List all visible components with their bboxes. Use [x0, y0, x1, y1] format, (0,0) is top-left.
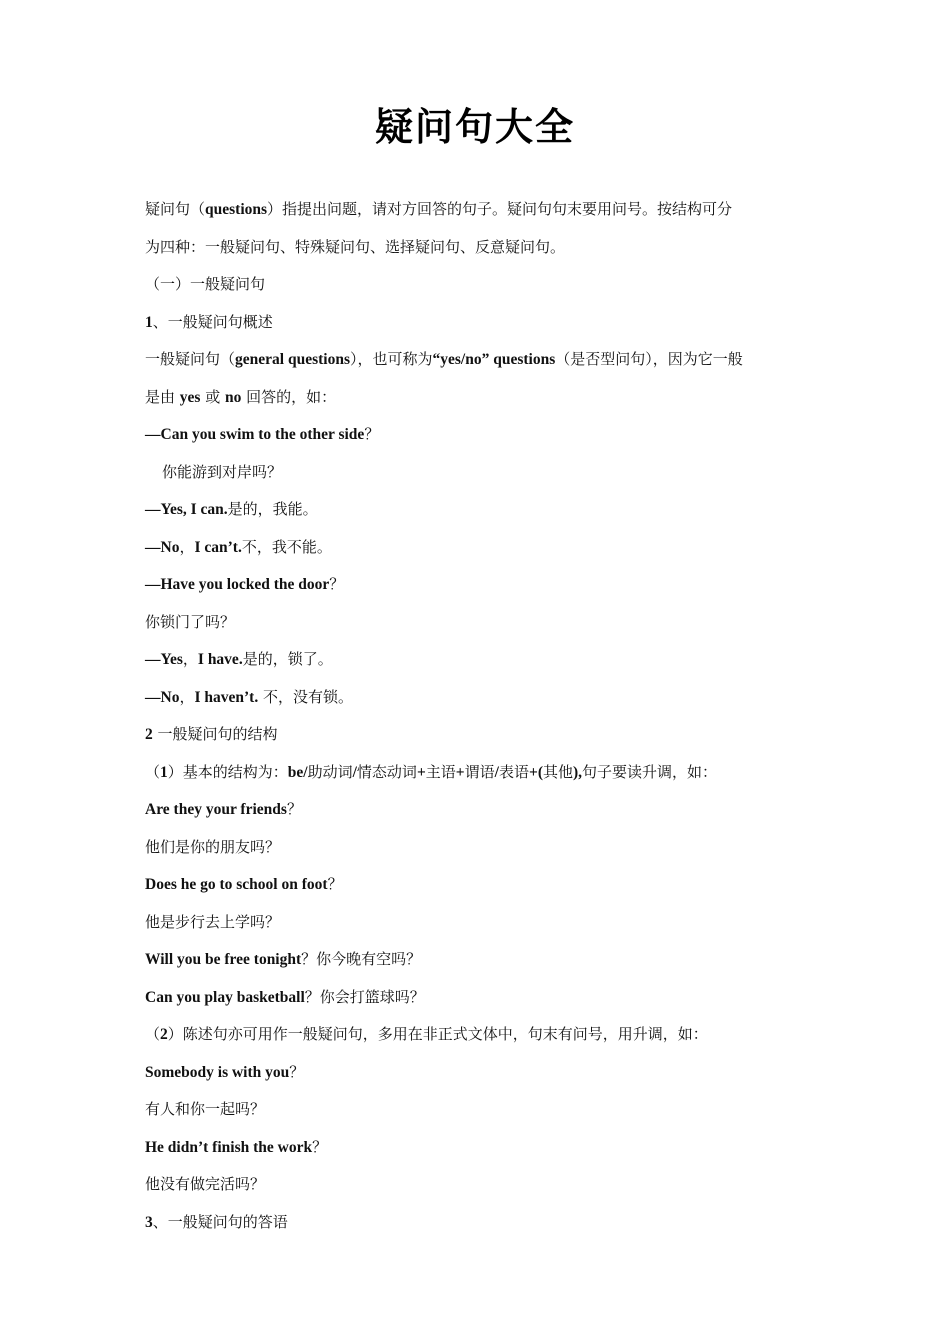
- text-segment: 是的，锁了。: [242, 650, 333, 668]
- text-segment: 谓语: [464, 762, 495, 781]
- text-segment: （: [145, 1025, 161, 1043]
- text-segment: 其他: [542, 762, 573, 781]
- bold-text-segment: +: [416, 763, 426, 781]
- paragraph-line: [145, 760, 810, 798]
- text-segment: 他是步行去上学吗？: [145, 912, 281, 931]
- bold-text-segment: general questions: [235, 351, 350, 368]
- text-segment: 助动词: [307, 762, 353, 781]
- text-segment: 回答的，如：: [241, 387, 337, 406]
- paragraph-line: [145, 1097, 810, 1135]
- bold-text-segment: /: [494, 763, 499, 781]
- bold-text-segment: He didn’t finish the work: [145, 1138, 313, 1156]
- text-segment: （是否型问句），因为它一般: [555, 350, 743, 368]
- paragraph-line: [145, 1172, 810, 1210]
- bold-text-segment: I have.: [197, 651, 243, 668]
- text-segment: ？: [289, 1062, 305, 1081]
- paragraph-line: [145, 1210, 810, 1248]
- bold-text-segment: 2: [160, 1026, 168, 1043]
- paragraph-line: [145, 197, 810, 235]
- bold-text-segment: I haven’t.: [194, 688, 259, 706]
- bold-text-segment: —Can you swim to the other side: [145, 426, 365, 443]
- bold-text-segment: “yes/no” questions: [432, 351, 556, 368]
- paragraph-line: [145, 535, 810, 573]
- paragraph-line: [145, 647, 810, 685]
- document-title: 疑问句大全: [374, 105, 575, 149]
- text-segment: 不，没有锁。: [258, 687, 353, 706]
- text-segment: 你能游到对岸吗？: [162, 462, 283, 481]
- text-segment: 一般疑问句的结构: [152, 725, 278, 743]
- bold-text-segment: Does he go to school on foot: [145, 876, 328, 893]
- bold-text-segment: Are they your friends: [145, 801, 287, 818]
- text-segment: 是由: [145, 387, 180, 406]
- bold-text-segment: /: [352, 763, 357, 781]
- bold-text-segment: 1: [145, 313, 153, 331]
- text-segment: ，: [179, 687, 195, 706]
- text-segment: 主语: [425, 762, 456, 781]
- text-segment: 句子要读升调，如：: [582, 762, 718, 781]
- paragraph-line: [145, 572, 810, 610]
- paragraph-line: [145, 310, 810, 348]
- text-segment: ？你会打篮球吗？: [304, 987, 425, 1006]
- paragraph-line: [145, 1060, 810, 1098]
- text-segment: ？: [286, 800, 302, 818]
- text-segment: 你锁门了吗？: [145, 612, 236, 631]
- text-segment: （: [145, 762, 161, 781]
- paragraph-line: [145, 872, 810, 910]
- text-segment: ？: [329, 575, 345, 593]
- paragraph-line: [145, 685, 810, 723]
- bold-text-segment: Can you play basketball: [145, 988, 305, 1006]
- bold-text-segment: Will you be free tonight: [145, 951, 302, 968]
- bold-text-segment: ),: [573, 763, 583, 781]
- text-segment: ？你今晚有空吗？: [301, 950, 422, 968]
- text-segment: ，: [182, 650, 198, 668]
- paragraph-line: [145, 910, 810, 948]
- text-segment: 表语: [498, 762, 529, 781]
- paragraph-line: [145, 422, 810, 460]
- bold-text-segment: 1: [160, 763, 168, 781]
- bold-text-segment: +(: [528, 763, 543, 781]
- bold-text-segment: —No: [145, 688, 180, 706]
- text-segment: 一般疑问句（: [145, 350, 236, 368]
- bold-text-segment: 3: [145, 1213, 153, 1231]
- text-segment: 、一般疑问句概述: [152, 312, 273, 331]
- paragraph-line: [145, 835, 810, 873]
- bold-text-segment: no: [225, 388, 242, 406]
- paragraph-line: [145, 235, 810, 273]
- bold-text-segment: —Yes: [145, 651, 183, 668]
- bold-text-segment: questions: [205, 201, 268, 218]
- text-segment: ，: [179, 537, 195, 556]
- bold-text-segment: —No: [145, 538, 180, 556]
- text-segment: ），也可称为: [349, 350, 433, 368]
- text-segment: 不，我不能。: [241, 537, 332, 556]
- text-segment: 、一般疑问句的答语: [152, 1212, 288, 1231]
- paragraph-line: [145, 1022, 810, 1060]
- text-segment: （一）一般疑问句: [145, 275, 266, 293]
- text-segment: 为四种：一般疑问句、特殊疑问句、选择疑问句、反意疑问句。: [145, 237, 566, 256]
- text-segment: ？: [364, 425, 380, 443]
- text-segment: 情态动词: [356, 762, 417, 781]
- paragraph-line: [145, 947, 810, 985]
- paragraph-line: [145, 722, 810, 760]
- text-segment: 疑问句（: [145, 200, 206, 218]
- bold-text-segment: 2: [145, 726, 153, 743]
- text-segment: ？: [312, 1137, 328, 1156]
- bold-text-segment: I can’t.: [194, 538, 242, 556]
- paragraph-line: [145, 610, 810, 648]
- text-segment: ？: [327, 875, 343, 893]
- document-body: [145, 197, 810, 1247]
- paragraph-line: [145, 385, 810, 423]
- text-segment: ）指提出问题，请对方回答的句子。疑问句句末要用问号。按结构可分: [267, 200, 733, 218]
- bold-text-segment: Somebody is with you: [145, 1063, 290, 1081]
- text-segment: 或: [200, 387, 225, 406]
- text-segment: 他没有做完活吗？: [145, 1175, 266, 1193]
- text-segment: ）基本的结构为：: [167, 762, 288, 781]
- bold-text-segment: —Have you locked the door: [145, 576, 330, 593]
- text-segment: ）陈述句亦可用作一般疑问句，多用在非正式文体中，句末有问号，用升调，如：: [167, 1025, 708, 1043]
- paragraph-line: [145, 985, 810, 1023]
- bold-text-segment: +: [455, 763, 465, 781]
- paragraph-line: [145, 797, 810, 835]
- bold-text-segment: be/: [287, 763, 308, 781]
- paragraph-line: [145, 497, 810, 535]
- paragraph-line: [145, 272, 810, 310]
- text-segment: 有人和你一起吗？: [145, 1100, 266, 1118]
- bold-text-segment: yes: [179, 388, 201, 406]
- paragraph-line: [145, 347, 810, 385]
- paragraph-line: [145, 1135, 810, 1173]
- bold-text-segment: —Yes, I can.: [145, 501, 228, 518]
- text-segment: 他们是你的朋友吗？: [145, 837, 281, 856]
- text-segment: 是的，我能。: [227, 500, 318, 518]
- paragraph-line: [145, 460, 810, 498]
